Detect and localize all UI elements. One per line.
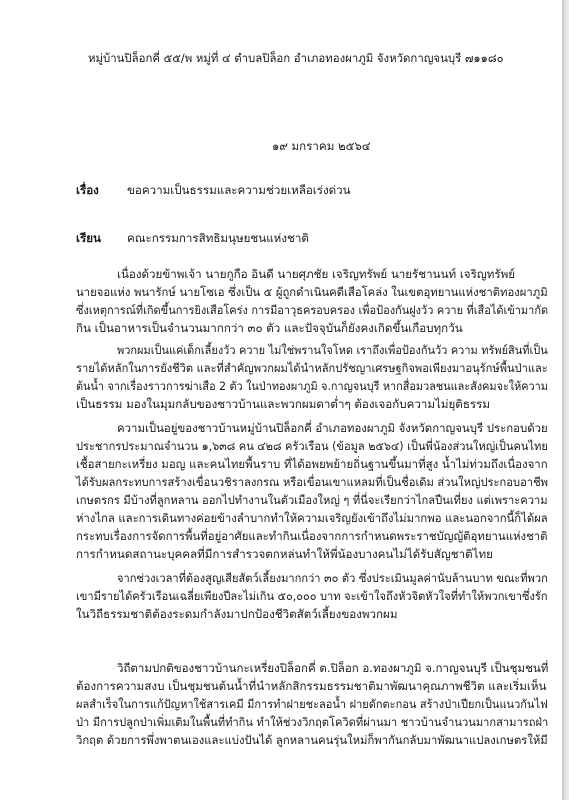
paragraph-line: เป็นธรรม มองในมุมกลับของชาวบ้านและพวกผมดาต่ำๆ ต้องเจอกับความไม่ยุติธรรม	[76, 397, 491, 411]
paragraph-line: การกำหนดสถานะบุคคลที่มีการสำรวจตกหล่นทำให้พี่น้องบางคนไม่ได้รับสัญชาติไทย	[76, 547, 493, 561]
paragraph-line: พวกผมเป็นแค่เด็กเลี้ยงวัว ควาย ไม่ใช่พรานใจโหด เราถึงเพื่อป้องกันวัว ความ ทรัพย์สินที่เป็น	[117, 343, 548, 357]
paragraph-line: เขามีรายได้ครัวเรือนเฉลี่ยเพียงปีละไม่เกิน ๕๐,๐๐๐ บาท จะเข้าใจถึงหัวจิตหัวใจที่ทำให้พวกเขาซึ่งรัก	[76, 589, 548, 603]
paragraph-line: รายได้หลักในการยังชีวิต และที่สำคัญพวกผมได้นำหลักปรัชญาเศรษฐกิจพอเพียงมาอนุรักษ์พื้นป่าและ	[76, 361, 548, 375]
paragraph-line: เนื่องด้วยข้าพเจ้า นายกูกือ อินดี นายศุภชัย เจริญทรัพย์ นายรัชานนท์ เจริญทรัพย์	[117, 267, 516, 281]
paragraph-line: กระทบเรื่องการจัดการพื้นที่อยู่อาศัยและทำกินเนื่องจากการกำหนดพระราชบัญญัติอุทยานแห่งชาติ	[76, 529, 548, 543]
paragraph-line: จากช่วงเวลาที่ต้องสูญเสียสัตว์เลี้ยงมากกว่า ๓๐ ตัว ซึ่งประเมินมูลค่านับล้านบาท ขณะที่พวก	[117, 571, 548, 585]
paragraph-line: กิน เป็นอาหารเป็นจำนวนมากกว่า ๓๐ ตัว และปัจจุบันก็ยังคงเกิดขึ้นเกือบทุกวัน	[76, 321, 463, 335]
paragraph-line: เชื้อสายกะเหรี่ยง มอญ และคนไทยพื้นราบ ที่ได้อพยพย้ายถิ่นฐานขึ้นมาที่สูง น้ำไม่ท่วมถึงเนื่องจาก	[76, 457, 548, 471]
paragraph-line: วิกฤต ด้วยการพึ่งพาตนเองและแบ่งปันได้ ลูกหลานคนรุ่นใหม่ก็พากันกลับมาพัฒนาแปลงเกษตรให้มี	[76, 733, 548, 747]
paragraph-line: ความเป็นอยู่ของชาวบ้านหมู่บ้านปิล็อกคี่ อำเภอทองผาภูมิ จังหวัดกาญจนบุรี ประกอบด้วย	[117, 421, 548, 435]
letter-date: ๑๙ มกราคม ๒๕๖๔	[272, 139, 371, 153]
sender-address: หมู่บ้านปิล็อกคี่ ๕๕/พ หมู่ที่ ๔ ตำบลปิล็อก อำเภอทองผาภูมิ จังหวัดกาญจนบุรี ๗๑๑๘๐	[88, 51, 504, 65]
paragraph-line: ห่างไกล และการเดินทางค่อยข้างลำบากทำให้ความเจริญยังเข้าถึงไม่มากพอ และนอกจากนี้ก็ได้ผล	[76, 511, 548, 525]
subject-label: เรื่อง	[76, 183, 99, 197]
paragraph-line: ต้องการความสงบ เป็นชุมชนต้นน้ำที่นำหลักสิกรรมธรรมชาติมาพัฒนาคุณภาพชีวิต และเริ่มเห็น	[76, 679, 547, 693]
paragraph-line: ซึ่งเหตุการณ์ที่เกิดขึ้นการยิงเสือโคร่ง การมีอาวุธครอบครอง เพื่อป้องกันฝูงวัว ควาย ที่เสือได้เข้ามากัด	[76, 303, 549, 317]
paragraph-line: ในวิถีธรรมชาติต้องระดมกำลังมาปกป้องชีวิตสัตว์เลี้ยงของพวกผม	[76, 607, 398, 621]
recipient-label: เรียน	[76, 231, 101, 245]
recipient-text: คณะกรรมการสิทธิมนุษยชนแห่งชาติ	[127, 231, 309, 245]
paragraph-line: ประชากรประมาณจำนวน ๑,๖๓๘ คน ๔๒๘ ครัวเรือน (ข้อมูล ๒๕๖๔) เป็นพี่น้องส่วนใหญ่เป็นคนไทย	[76, 439, 548, 453]
paragraph-line: นายจอแห่ง พนารักษ์ นายโซเอ ซึ่งเป็น ๕ ผู้ถูกดำเนินคดีเสือโคล่ง ในเขตอุทยานแห่งชาติทองผาภูมิ	[76, 285, 548, 299]
subject-text: ขอความเป็นธรรมและความช่วยเหลือเร่งด่วน	[127, 183, 351, 197]
paragraph-line: เกษตรกร มีบ้างที่ลูกหลาน ออกไปทำงานในตัวเมืองใหญ่ ๆ ที่นี่จะเรียกว่าไกลปืนเที่ยง แต่เพราะความ	[76, 493, 548, 507]
paragraph-line: ได้รับผลกระทบการสร้างเขื่อนวชิราลงกรณ หรือเขื่อนเขาแหลมที่เป็นชื่อเดิม ส่วนใหญ่ประกอบอาชีพ	[76, 475, 549, 489]
paragraph-line: ต้นน้ำ จากเรื่องราวการฆ่าเสือ 2 ตัว ในป่าทองผาภูมิ จ.กาญจนบุรี หากสื่อมวลชนและสังคมจะให้ความ	[76, 379, 548, 393]
paragraph-line: ผลสำเร็จในการแก้ปัญหาใช้สารเคมี มีการทำฝายชะลอน้ำ ฝายดักตะกอน สร้างป่าเปียกเป็นแนวกันไฟ	[76, 697, 548, 711]
paragraph-line: วิถีตามปกติของชาวบ้านกะเหรี่ยงปิล็อกคี่ ต.ปิล็อก อ.ทองผาภูมิ จ.กาญจนบุรี เป็นชุมชนที่	[117, 661, 549, 675]
paragraph-line: ป่า มีการปลูกป่าเพิ่มเติมในพื้นที่ทำกิน ทำให้ช่วงวิกฤตโควิดที่ผ่านมา ชาวบ้านจำนวนมากสามารถฝ่า	[76, 715, 549, 729]
